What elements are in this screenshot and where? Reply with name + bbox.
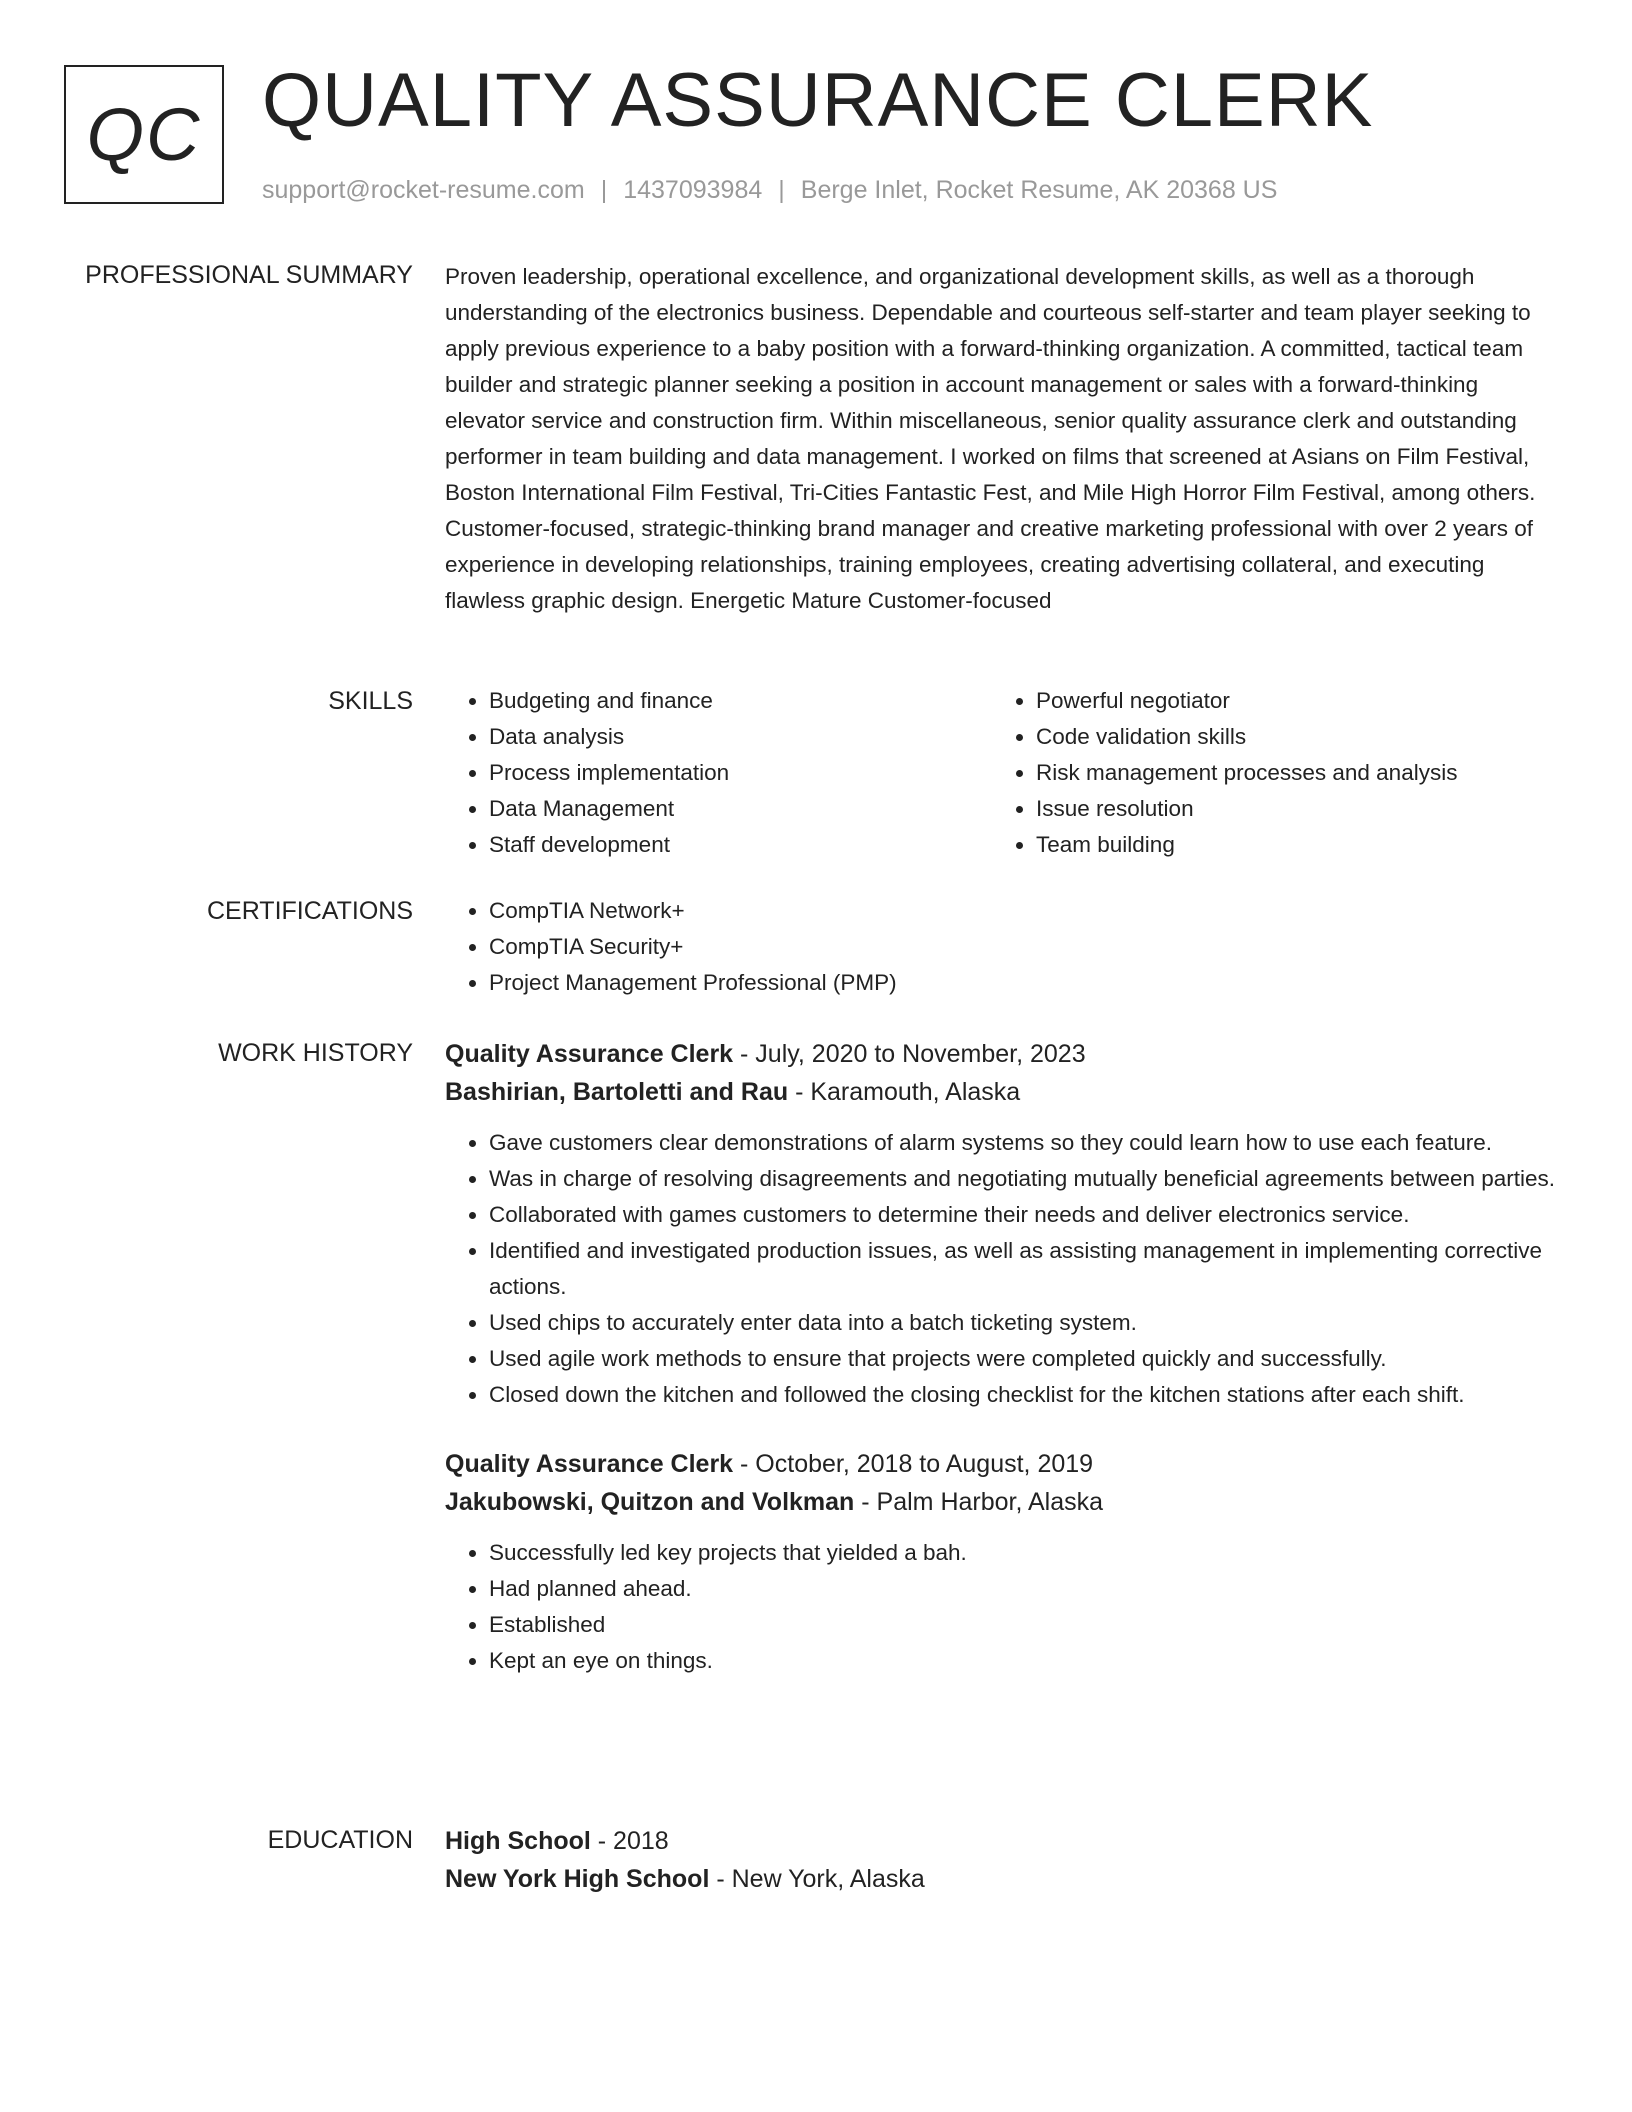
skill-item: • Powerful negotiator [1036, 683, 1539, 719]
contact-line [262, 174, 1277, 206]
job-entry [445, 1035, 1560, 1413]
skill-item: • Data analysis [489, 719, 992, 755]
skill-item: • Issue resolution [1036, 791, 1539, 827]
contact-separator: | [778, 176, 785, 204]
job-location: - Karamouth, Alaska [788, 1078, 1021, 1106]
monogram-logo [64, 65, 224, 204]
summary-heading: PROFESSIONAL SUMMARY [85, 261, 413, 289]
job-location: - Palm Harbor, Alaska [854, 1488, 1104, 1516]
education-degree: High School [445, 1827, 591, 1855]
skills-list-right [992, 683, 1539, 863]
job-bullet-list [445, 1535, 1560, 1679]
job-bullet: • Closed down the kitchen and followed the closing checklist for the kitchen stations after each shift. [489, 1377, 1560, 1413]
certifications-body [445, 893, 1560, 1001]
education-year: - 2018 [590, 1827, 669, 1855]
education-location: - New York, Alaska [709, 1865, 925, 1893]
education-school: New York High School [445, 1865, 710, 1893]
education-degree-line [445, 1822, 1560, 1860]
job-company-line [445, 1073, 1560, 1111]
work-history-heading: WORK HISTORY [218, 1039, 413, 1067]
job-bullet: • Gave customers clear demonstrations of alarm systems so they could learn how to use each feature. [489, 1125, 1560, 1161]
skill-item: • Data Management [489, 791, 992, 827]
certification-item: • CompTIA Security+ [489, 929, 1560, 965]
job-bullet: • Established [489, 1607, 1560, 1643]
summary-text: Proven leadership, operational excellence, and organizational development skills, as well as a thorough understanding of the electronics business. Dependable and courteous self-starter and team player seeking to apply previous experience to a baby position with a forward-thinking organization. A committed, tactical team builder and strategic planner seeking a position in account management or sales with a forward-thinking elevator service and construction firm. Within miscellaneous, senior quality assurance clerk and outstanding performer in team building and data management. I worked on films that screened at Asians on Film Festival, Boston International Film Festival, Tri-Cities Fantastic Fest, and Mile High Horror Film Festival, among others. Customer-focused, strategic-thinking brand manager and creative marketing professional with over 2 years of experience in developing relationships, training employees, creating advertising collateral, and executing flawless graphic design. Energetic Mature Customer-focused [445, 264, 1536, 613]
job-title: Quality Assurance Clerk [445, 1040, 734, 1068]
certification-item: • CompTIA Network+ [489, 893, 1560, 929]
job-dates: - July, 2020 to November, 2023 [733, 1040, 1086, 1068]
job-company-line [445, 1483, 1560, 1521]
skill-item: • Budgeting and finance [489, 683, 992, 719]
job-title-line [445, 1035, 1560, 1073]
job-bullet: • Had planned ahead. [489, 1571, 1560, 1607]
education-school-line [445, 1860, 1560, 1898]
job-bullet: • Used chips to accurately enter data into a batch ticketing system. [489, 1305, 1560, 1341]
job-company: Bashirian, Bartoletti and Rau [445, 1078, 789, 1106]
summary-body [445, 259, 1560, 619]
certifications-heading: CERTIFICATIONS [206, 897, 413, 925]
skill-item: • Team building [1036, 827, 1539, 863]
skills-list-left [445, 683, 992, 863]
monogram-initials: QC [86, 93, 202, 176]
contact-address: Berge Inlet, Rocket Resume, AK 20368 US [800, 176, 1278, 204]
contact-email[interactable]: support@rocket-resume.com [262, 176, 585, 204]
job-bullet: • Collaborated with games customers to determine their needs and deliver electronics service. [489, 1197, 1560, 1233]
skill-item: • Staff development [489, 827, 992, 863]
contact-phone[interactable]: 1437093984 [623, 176, 763, 204]
job-title: Quality Assurance Clerk [445, 1450, 734, 1478]
skill-item: • Risk management processes and analysis [1036, 755, 1539, 791]
job-bullet: • Identified and investigated production issues, as well as assisting management in implementing corrective actions. [489, 1233, 1560, 1305]
skill-item: • Process implementation [489, 755, 992, 791]
skills-heading: SKILLS [328, 687, 413, 715]
job-dates: - October, 2018 to August, 2019 [733, 1450, 1094, 1478]
job-entry [445, 1445, 1560, 1679]
certifications-list [445, 893, 1560, 1001]
job-bullet: • Was in charge of resolving disagreements and negotiating mutually beneficial agreements between parties. [489, 1161, 1560, 1197]
contact-separator: | [600, 176, 608, 204]
job-title-line [445, 1445, 1560, 1483]
job-bullet: • Used agile work methods to ensure that projects were completed quickly and successfully. [489, 1341, 1560, 1377]
job-bullet: • Kept an eye on things. [489, 1643, 1560, 1679]
job-company: Jakubowski, Quitzon and Volkman [445, 1488, 855, 1516]
skills-body [445, 683, 1560, 863]
work-history-body [445, 1035, 1560, 1679]
education-heading: EDUCATION [267, 1826, 413, 1854]
certification-item: • Project Management Professional (PMP) [489, 965, 1560, 1001]
job-bullet: • Successfully led key projects that yielded a bah. [489, 1535, 1560, 1571]
job-bullet-list [445, 1125, 1560, 1413]
education-body [445, 1822, 1560, 1898]
skill-item: • Code validation skills [1036, 719, 1539, 755]
page-title: QUALITY ASSURANCE CLERK [262, 58, 1374, 143]
